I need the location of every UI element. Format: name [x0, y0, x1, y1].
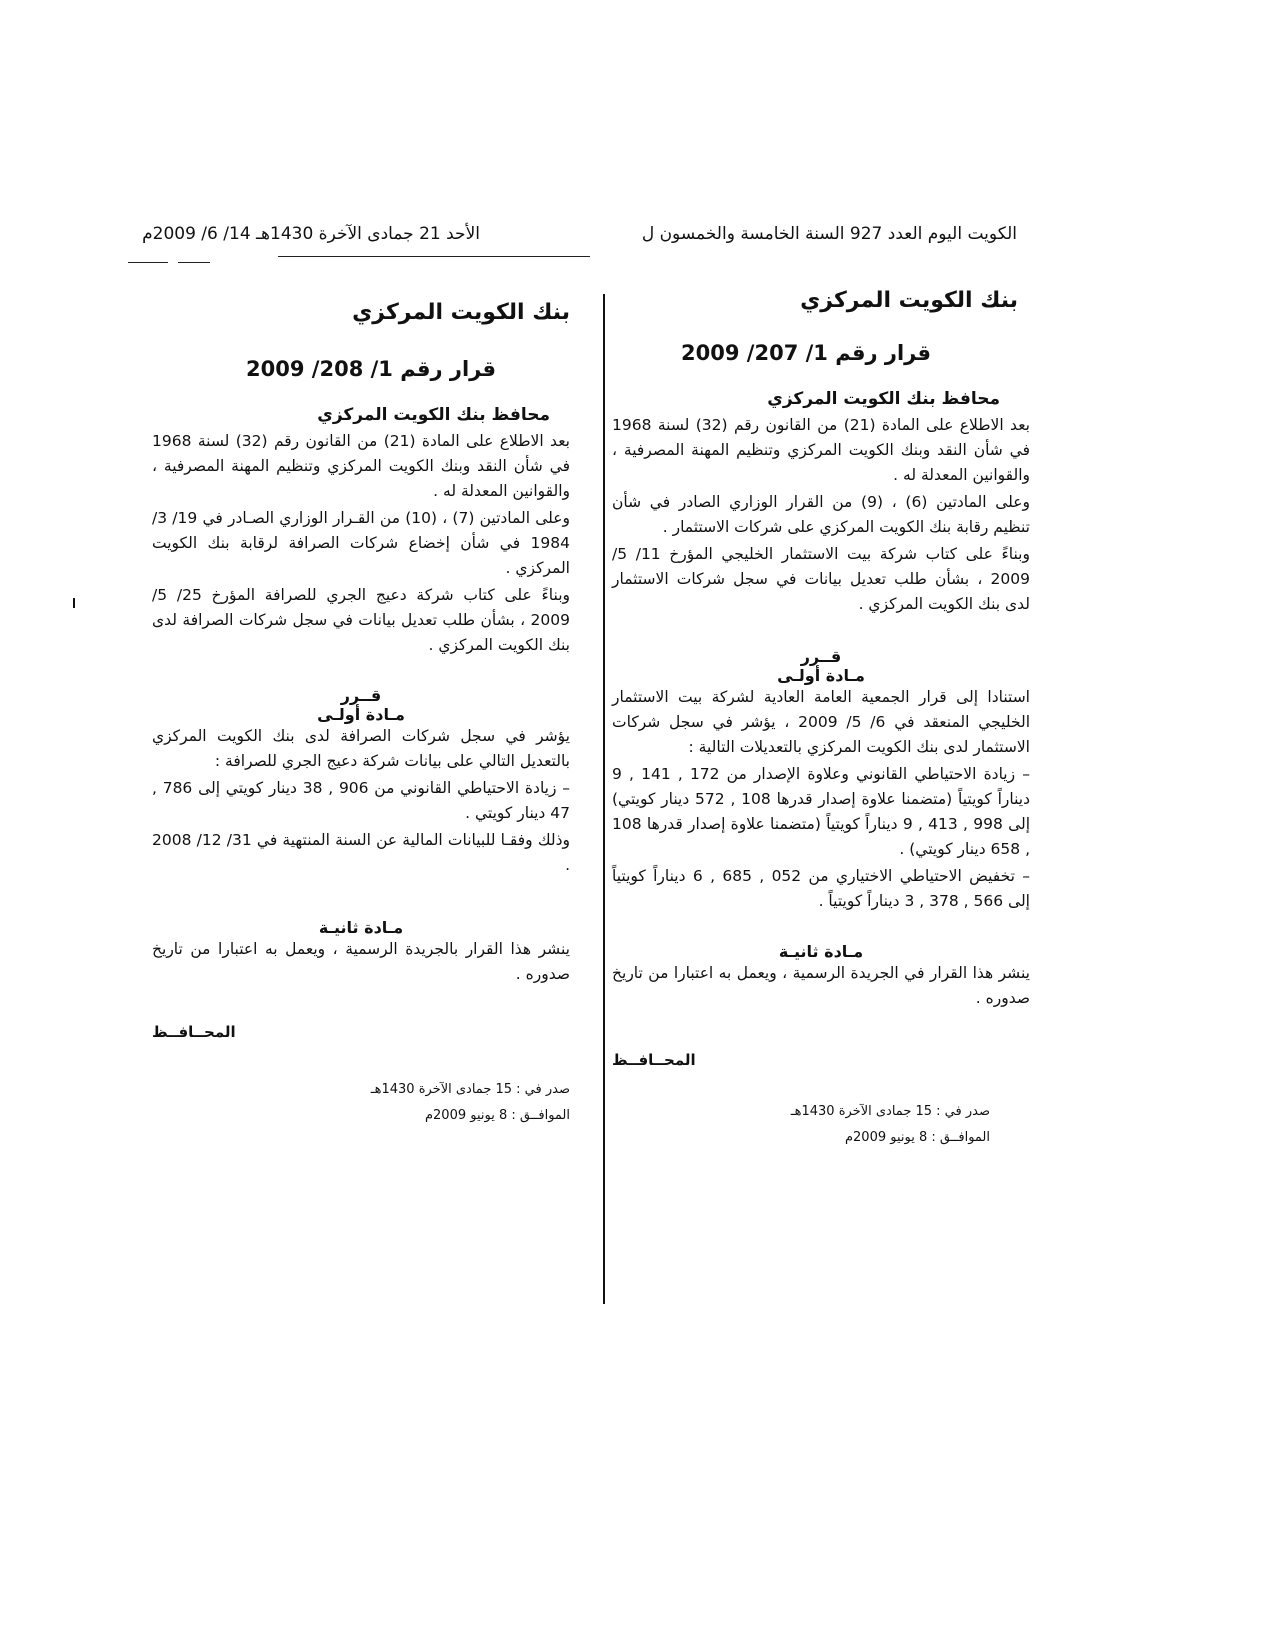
issued-date: صدر في : 15 جمادى الآخرة 1430هـ [790, 1104, 990, 1119]
header-issue-info: الكويت اليوم العدد 927 السنة الخامسة والخمسون ل [641, 224, 1017, 244]
article-two-text: ينشر هذا القرار بالجريدة الرسمية ، ويعمل به اعتبارا من تاريخ صدوره . [152, 940, 570, 983]
governor-signature: المحــافــظ [152, 1023, 236, 1041]
decision-207-column [612, 288, 1030, 1151]
article-one-heading: مـادة أولـى [317, 705, 405, 724]
article-one-heading: مـادة أولـى [777, 666, 865, 685]
article-paragraph: وذلك وفقـا للبيانات المالية عن السنة المنتهية في 31/ 12/ 2008 . [152, 831, 570, 874]
article-paragraph: استنادا إلى قرار الجمعية العامة العادية لشركة بيت الاستثمار الخليجي المنعقد في 6/ 5/ 2009 ، يؤشر في سجل شركات الاستثمار لدى بنك الكويت المركزي بالتعديلات التالية : [612, 688, 1031, 756]
article-paragraph: – زيادة الاحتياطي القانوني وعلاوة الإصدار من 172 , 141 , 9 ديناراً كويتياً (متضمنا علاوة إصدار قدرها 108 , 572 دينار كويتي) إلى 998 , 413 , 9 ديناراً كويتياً (متضمنا علاوة إصدار قدرها 108 , 658 دينار كويتي) . [612, 765, 1031, 858]
margin-mark [73, 598, 75, 608]
decision-title: قرار رقم 1/ 208/ 2009 [246, 357, 496, 381]
preamble-paragraph: بعد الاطلاع على المادة (21) من القانون رقم (32) لسنة 1968 في شأن النقد وبنك الكويت المركزي وتنظيم المهنة المصرفية ، والقوانين المعدلة له . [152, 432, 570, 500]
article-two-heading: مـادة ثانيـة [318, 918, 404, 937]
header-date: الأحد 21 جمادى الآخرة 1430هـ 14/ 6/ 2009م [142, 224, 480, 244]
corresponding-date: الموافــق : 8 يونيو 2009م [424, 1108, 570, 1123]
article-paragraph: – تخفيض الاحتياطي الاختياري من 052 , 685 , 6 ديناراً كويتياً إلى 566 , 378 , 3 ديناراً كويتياً . [612, 867, 1031, 910]
preamble [612, 413, 1030, 617]
article-paragraph: – زيادة الاحتياطي القانوني من 906 , 38 دينار كويتي إلى 786 , 47 دينار كويتي . [152, 779, 570, 822]
article-one-body [152, 724, 570, 878]
governor-heading: محافظ بنك الكويت المركزي [317, 405, 550, 425]
preamble [152, 429, 570, 658]
preamble-paragraph: وبناءً على كتاب شركة دعيج الجري للصرافة المؤرخ 25/ 5/ 2009 ، بشأن طلب تعديل بيانات في سجل شركات الصرافة لدى بنك الكويت المركزي . [152, 586, 571, 654]
governor-signature: المحــافــظ [612, 1051, 696, 1069]
header-rule [128, 262, 168, 263]
decision-208-column [152, 300, 570, 1129]
header-rule [178, 262, 210, 263]
issued-date: صدر في : 15 جمادى الآخرة 1430هـ [370, 1082, 570, 1097]
bank-name: بنك الكويت المركزي [352, 300, 570, 325]
article-two-text: ينشر هذا القرار في الجريدة الرسمية ، ويعمل به اعتبارا من تاريخ صدوره . [612, 964, 1030, 1007]
issue-dates [612, 1099, 990, 1151]
governor-heading: محافظ بنك الكويت المركزي [767, 389, 1000, 409]
column-divider [603, 294, 605, 1304]
preamble-paragraph: بعد الاطلاع على المادة (21) من القانون رقم (32) لسنة 1968 في شأن النقد وبنك الكويت المركزي وتنظيم المهنة المصرفية ، والقوانين المعدلة له . [612, 416, 1030, 484]
preamble-paragraph: وعلى المادتين (7) ، (10) من القـرار الوزاري الصـادر في 19/ 3/ 1984 في شأن إخضاع شركات الصرافة لرقابة بنك الكويت المركزي . [152, 509, 570, 577]
decided-heading: قــرر [340, 686, 382, 705]
decision-title: قرار رقم 1/ 207/ 2009 [681, 341, 931, 365]
article-one-body [612, 685, 1030, 914]
corresponding-date: الموافــق : 8 يونيو 2009م [844, 1130, 990, 1145]
article-paragraph: يؤشر في سجل شركات الصرافة لدى بنك الكويت المركزي بالتعديل التالي على بيانات شركة دعيج الجري للصرافة : [152, 727, 570, 770]
issue-dates [152, 1077, 570, 1129]
preamble-paragraph: وبناءً على كتاب شركة بيت الاستثمار الخليجي المؤرخ 11/ 5/ 2009 ، بشأن طلب تعديل بيانات في سجل شركات الاستثمار لدى بنك الكويت المركزي . [612, 545, 1030, 613]
bank-name: بنك الكويت المركزي [800, 288, 1018, 313]
header-rule [278, 256, 590, 257]
preamble-paragraph: وعلى المادتين (6) ، (9) من القرار الوزاري الصادر في شأن تنظيم رقابة بنك الكويت المركزي على شركات الاستثمار . [612, 493, 1031, 536]
article-two-heading: مـادة ثانيـة [778, 942, 864, 961]
decided-heading: قــرر [800, 647, 842, 666]
